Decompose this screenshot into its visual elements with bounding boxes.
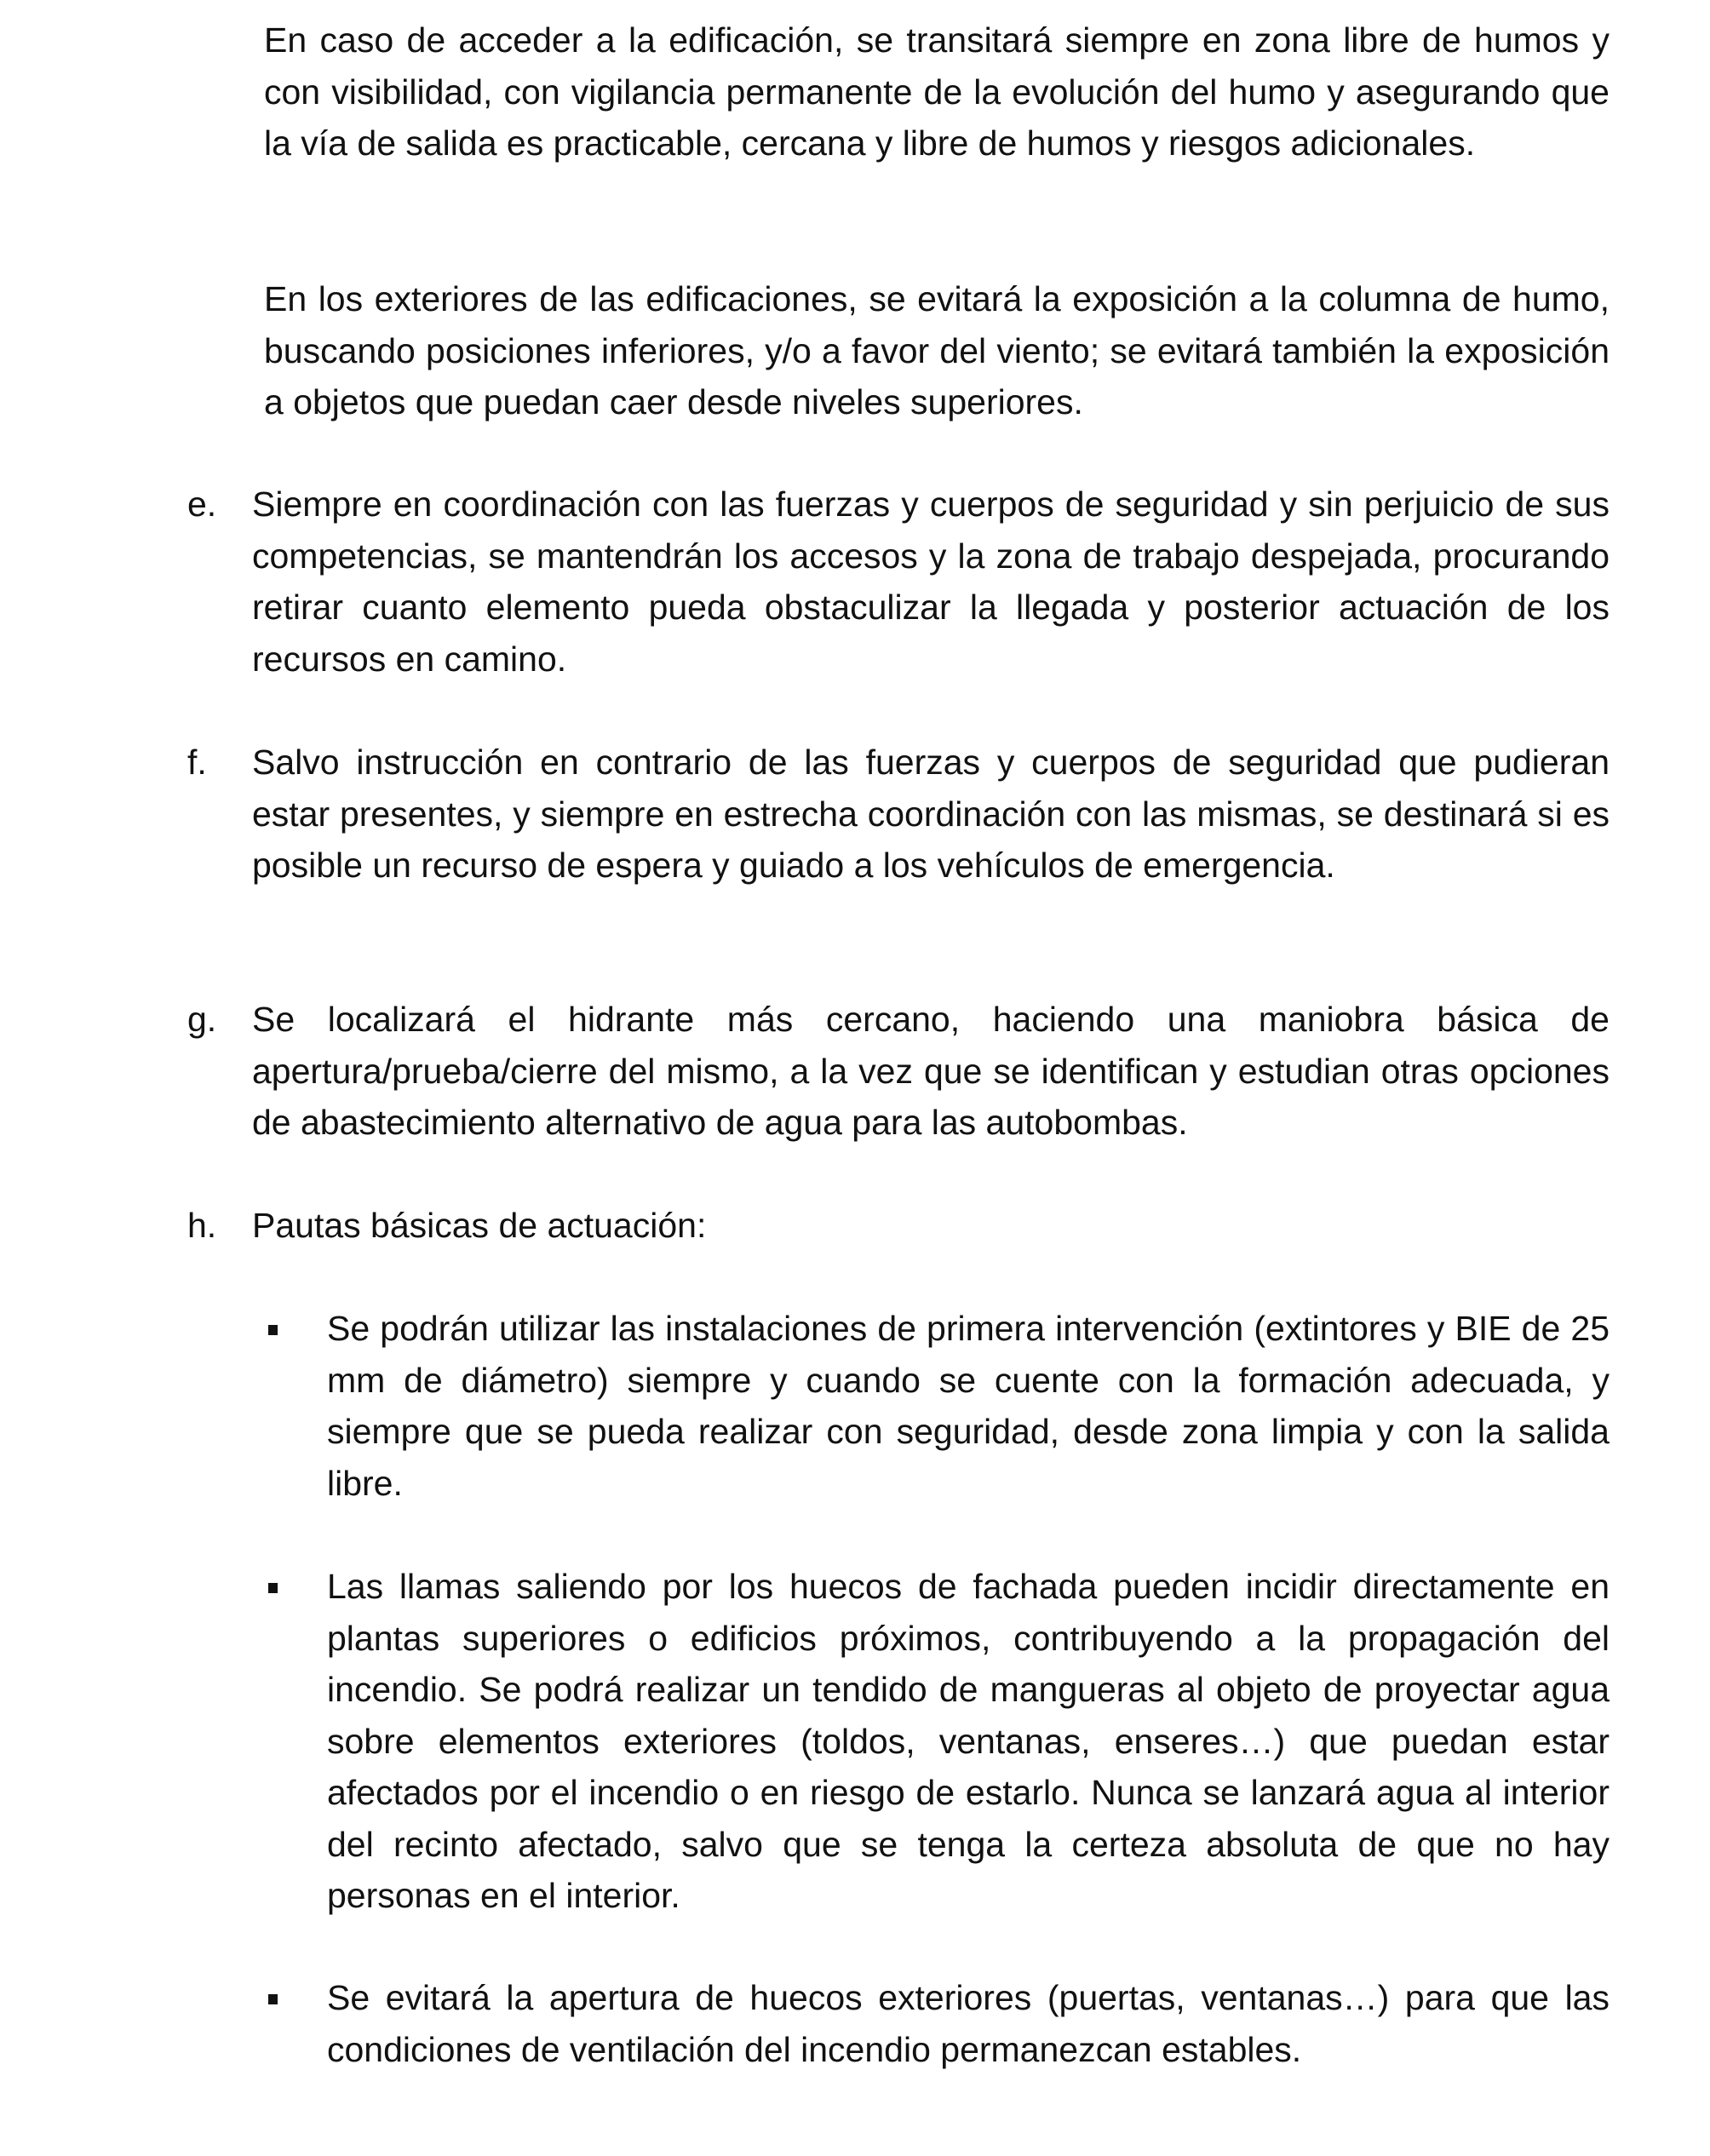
list-marker-e: e. — [187, 485, 217, 524]
square-bullet-icon — [268, 1325, 278, 1335]
list-item-h-text: Pautas básicas de actuación: — [252, 1206, 707, 1245]
list-item-e-text: Siempre en coordinación con las fuerzas y cuerpos de seguridad y sin perjuicio de sus competencias, se mantendrán los accesos y la zona de trabajo despejada, procurando retirar cuanto elemento pueda obstaculizar la llegada y posterior actuación de los recursos en camino. — [252, 485, 1610, 679]
square-bullet-icon — [268, 1994, 278, 2004]
list-marker-f: f. — [187, 743, 207, 782]
square-bullet-icon — [268, 1583, 278, 1593]
list-marker-g: g. — [187, 1000, 217, 1039]
intro-paragraph-access: En caso de acceder a la edificación, se transitará siempre en zona libre de humos y con visibilidad, con vigilancia permanente de la evolución del humo y asegurando que la vía de salida es practicable, cercana y libre de humos y riesgos adicionales. — [264, 20, 1610, 163]
list-item-g-text: Se localizará el hidrante más cercano, haciendo una maniobra básica de apertura/prueba/cierre del mismo, a la vez que se identifican y estudian otras opciones de abastecimiento alternativo de agua para las autobombas. — [252, 1000, 1610, 1142]
bullet-text: Se evitará la apertura de huecos exteriores (puertas, ventanas…) para que las condiciones de ventilación del incendio permanezcan estables. — [327, 1978, 1610, 2069]
intro-paragraph-exterior: En los exteriores de las edificaciones, se evitará la exposición a la columna de humo, buscando posiciones inferiores, y/o a favor del viento; se evitará también la exposición a objetos que puedan caer desde niveles superiores. — [264, 279, 1610, 421]
bullet-text: Las llamas saliendo por los huecos de fachada pueden incidir directamente en plantas superiores o edificios próximos, contribuyendo a la propagación del incendio. Se podrá realizar un tendido de mangueras al objeto de proyectar agua sobre elementos exteriores (toldos, ventanas, enseres…) que puedan estar afectados por el incendio o en riesgo de estarlo. Nunca se lanzará agua al interior del recinto afectado, salvo que se tenga la certeza absoluta de que no hay personas en el interior. — [327, 1567, 1610, 1915]
list-marker-h: h. — [187, 1206, 217, 1245]
list-item-f-text: Salvo instrucción en contrario de las fuerzas y cuerpos de seguridad que pudieran estar presentes, y siempre en estrecha coordinación con las mismas, se destinará si es posible un recurso de espera y guiado a los vehículos de emergencia. — [252, 743, 1610, 885]
bullet-text: Se podrán utilizar las instalaciones de primera intervención (extintores y BIE de 25 mm de diámetro) siempre y cuando se cuente con la formación adecuada, y siempre que se pueda realizar con seguridad, desde zona limpia y con la salida libre. — [327, 1309, 1610, 1503]
